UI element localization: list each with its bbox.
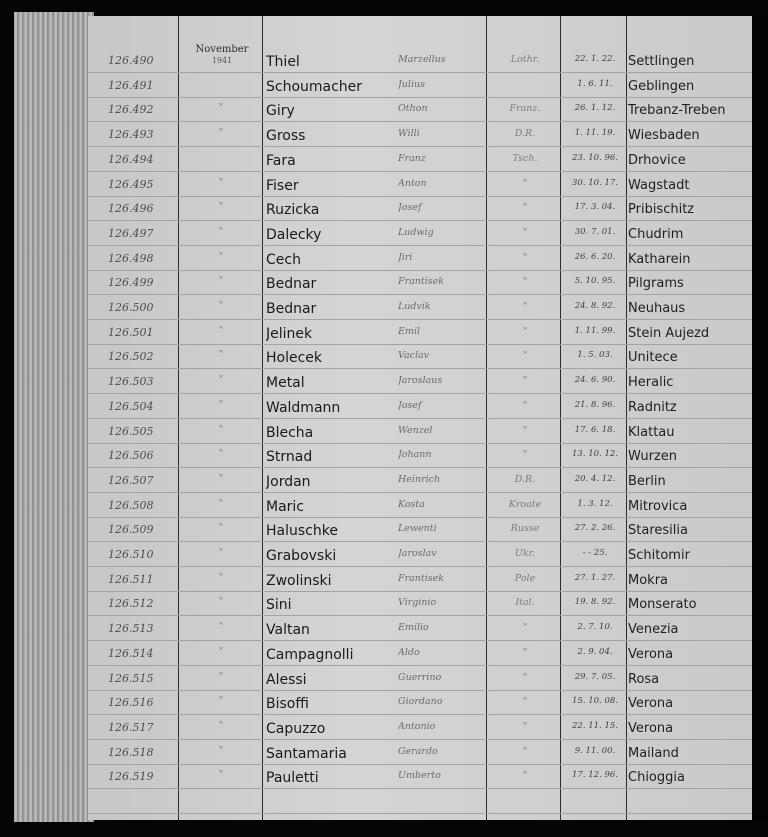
- ledger-row: [88, 766, 752, 791]
- birth-date: 30. 7. 01.: [574, 226, 616, 237]
- nationality: ": [522, 622, 528, 634]
- ledger-row: [88, 124, 752, 149]
- nationality: Ukr.: [514, 548, 536, 559]
- entry-date: ": [218, 572, 224, 583]
- given-name: Antonio: [398, 720, 436, 732]
- nationality: ": [522, 745, 528, 757]
- birth-place: Wagstadt: [628, 177, 690, 193]
- surname: Dalecky: [266, 226, 322, 243]
- entry-date: ": [218, 301, 224, 311]
- ledger-row: [88, 593, 752, 618]
- given-name: Aldo: [398, 646, 420, 658]
- entry-number: 126.511: [108, 572, 154, 586]
- ruled-line: [88, 566, 752, 567]
- ruled-line: [88, 591, 752, 592]
- entry-date: ": [218, 770, 224, 781]
- entry-number: 126.518: [108, 745, 154, 759]
- ledger-row: [88, 470, 752, 495]
- nationality: Kroate: [508, 498, 542, 510]
- birth-date: 29. 7. 05.: [574, 671, 616, 682]
- given-name: Kosta: [398, 498, 425, 510]
- birth-date: 21. 8. 96.: [574, 399, 616, 410]
- entry-number: 126.507: [108, 473, 154, 487]
- birth-date: 17. 3. 04.: [574, 202, 616, 213]
- nationality: ": [522, 301, 528, 312]
- entry-number: 126.491: [108, 78, 154, 92]
- ruled-line: [88, 467, 752, 468]
- nationality: ": [522, 424, 528, 436]
- surname: Blecha: [266, 424, 314, 441]
- entry-number: 126.495: [108, 177, 154, 191]
- surname: Gross: [266, 128, 306, 145]
- ruled-line: [88, 690, 752, 691]
- ruled-line: [88, 72, 752, 73]
- nationality: ": [522, 399, 528, 411]
- nationality: ": [522, 671, 528, 683]
- birth-date: - - 25.: [582, 548, 608, 558]
- nationality: ": [522, 449, 528, 461]
- ledger-row: [88, 421, 752, 446]
- entry-number: 126.515: [108, 671, 154, 685]
- given-name: Othon: [398, 103, 428, 115]
- surname: Giry: [266, 103, 295, 120]
- birth-place: Berlin: [628, 473, 666, 489]
- entry-number: 126.504: [108, 399, 154, 413]
- birth-date: 27. 1. 27.: [574, 572, 616, 583]
- nationality: Ital.: [515, 597, 535, 609]
- ledger-row: [88, 495, 752, 520]
- surname: Jordan: [266, 473, 311, 490]
- ruled-line: [88, 665, 752, 666]
- birth-date: 1. 6. 11.: [577, 78, 613, 89]
- birth-place: Wiesbaden: [628, 128, 700, 144]
- birth-place: Mitrovica: [628, 498, 688, 514]
- surname: Holecek: [266, 350, 323, 367]
- ruled-line: [88, 764, 752, 765]
- birth-place: Klattau: [628, 424, 675, 440]
- surname: Campagnolli: [266, 646, 354, 663]
- ledger-row: [88, 569, 752, 594]
- entry-number: 126.519: [108, 770, 154, 784]
- nationality: Tsch.: [512, 152, 538, 164]
- given-name: Virginio: [398, 597, 437, 609]
- ledger-row: [88, 519, 752, 544]
- birth-date: 22. 1. 22.: [574, 54, 616, 64]
- birth-place: Neuhaus: [628, 301, 686, 316]
- ledger-row: [88, 75, 752, 100]
- birth-place: Monserato: [628, 597, 697, 613]
- surname: Bednar: [266, 301, 317, 317]
- ruled-line: [88, 492, 752, 493]
- entry-date: ": [218, 399, 224, 410]
- surname: Ruzicka: [266, 202, 320, 219]
- given-name: Ludvik: [398, 301, 431, 312]
- birth-place: Unitece: [628, 350, 678, 366]
- entry-number: 126.493: [108, 128, 154, 142]
- entry-number: 126.510: [108, 548, 154, 561]
- ledger-row: [88, 346, 752, 371]
- birth-date: 19. 8. 92.: [574, 597, 616, 608]
- given-name: Anton: [398, 177, 427, 189]
- surname: Schoumacher: [266, 78, 363, 95]
- entry-date: ": [218, 325, 224, 336]
- entry-number: 126.503: [108, 375, 154, 389]
- birth-place: Drhovice: [628, 152, 686, 168]
- nationality: ": [522, 251, 528, 263]
- given-name: Franz: [398, 152, 426, 164]
- header-month: November: [195, 44, 249, 55]
- surname: Bisoffi: [266, 696, 309, 713]
- given-name: Josef: [398, 202, 422, 214]
- entry-number: 126.500: [108, 301, 154, 314]
- birth-date: 2. 7. 10.: [577, 622, 613, 633]
- nationality: ": [522, 696, 528, 708]
- entry-date: ": [218, 523, 224, 534]
- entry-number: 126.512: [108, 597, 154, 611]
- birth-date: 20. 4. 12.: [574, 473, 616, 484]
- ledger-row: [88, 396, 752, 421]
- nationality: ": [522, 325, 528, 337]
- entry-number: 126.506: [108, 449, 154, 463]
- ledger-row: [88, 717, 752, 742]
- entry-date: ": [218, 276, 224, 287]
- given-name: Wenzel: [398, 424, 433, 436]
- birth-place: Staresilia: [628, 523, 688, 539]
- surname: Strnad: [266, 449, 313, 466]
- entry-date: ": [218, 696, 224, 707]
- ruled-line: [88, 245, 752, 246]
- surname: Fiser: [266, 177, 299, 194]
- entry-date: ": [218, 473, 224, 484]
- entry-date: ": [218, 597, 224, 608]
- surname: Santamaria: [266, 745, 347, 762]
- entry-number: 126.499: [108, 276, 154, 290]
- given-name: Josef: [398, 399, 422, 411]
- ledger-row: [88, 445, 752, 470]
- birth-place: Rosa: [628, 671, 660, 687]
- birth-date: 13. 10. 12.: [572, 449, 618, 460]
- ruled-line: [88, 294, 752, 295]
- entry-date: ": [218, 202, 224, 213]
- birth-place: Heralic: [628, 375, 674, 391]
- birth-place: Katharein: [628, 251, 691, 267]
- ledger-row: [88, 297, 752, 322]
- birth-place: Verona: [628, 720, 674, 736]
- birth-date: 1. 11. 99.: [574, 325, 616, 336]
- birth-place: Chioggia: [628, 770, 685, 786]
- given-name: Emilio: [398, 622, 429, 634]
- ruled-line: [88, 418, 752, 419]
- entry-number: 126.513: [108, 622, 154, 636]
- ledger-row: [88, 99, 752, 124]
- birth-date: 1. 11. 19.: [574, 128, 616, 139]
- surname: Fara: [266, 152, 296, 169]
- birth-date: 2. 9. 04.: [577, 646, 613, 657]
- ruled-line: [88, 788, 752, 789]
- nationality: Russe: [510, 523, 540, 535]
- entry-number: 126.502: [108, 350, 154, 364]
- entry-date: ": [218, 251, 224, 262]
- ledger-row: [88, 692, 752, 717]
- entry-date: ": [218, 646, 224, 657]
- ledger-row: [88, 643, 752, 668]
- birth-date: 1. 5. 03.: [577, 350, 613, 361]
- ledger-row: [88, 272, 752, 297]
- surname: Cech: [266, 251, 301, 268]
- entry-date: ": [218, 350, 224, 361]
- ledger-row: [88, 50, 752, 75]
- entry-date: ": [218, 498, 224, 509]
- ledger-row: [88, 174, 752, 199]
- surname: Sini: [266, 597, 292, 614]
- nationality: ": [522, 276, 528, 288]
- page-shadow: [752, 16, 768, 820]
- birth-place: Settlingen: [628, 54, 695, 69]
- ruled-line: [88, 171, 752, 172]
- page-edges: [14, 12, 94, 822]
- surname: Waldmann: [266, 399, 341, 416]
- entry-number: 126.494: [108, 152, 154, 166]
- ruled-line: [88, 541, 752, 542]
- ruled-line: [88, 344, 752, 345]
- ruled-line: [88, 393, 752, 394]
- entry-number: 126.497: [108, 226, 154, 240]
- ruled-line: [88, 640, 752, 641]
- surname: Thiel: [266, 54, 300, 70]
- ledger-row: [88, 248, 752, 273]
- birth-date: 30. 10. 17.: [572, 177, 618, 188]
- surname: Grabovski: [266, 548, 337, 564]
- birth-place: Stein Aujezd: [628, 325, 710, 341]
- ledger-row: [88, 544, 752, 569]
- nationality: D.R.: [514, 128, 536, 140]
- entry-number: 126.517: [108, 720, 154, 734]
- entry-number: 126.505: [108, 424, 154, 438]
- nationality: ": [522, 202, 528, 214]
- entry-number: 126.516: [108, 696, 154, 710]
- birth-place: Geblingen: [628, 78, 695, 94]
- nationality: ": [522, 770, 528, 782]
- ledger-row: [88, 198, 752, 223]
- entry-date: ": [218, 177, 224, 188]
- surname: Zwolinski: [266, 572, 332, 589]
- nationality: ": [522, 646, 528, 658]
- nationality: ": [522, 350, 528, 362]
- surname: Bednar: [266, 276, 317, 293]
- entry-date: ": [218, 548, 224, 558]
- given-name: Ludwig: [398, 226, 434, 238]
- entry-number: 126.509: [108, 523, 154, 537]
- ruled-line: [88, 443, 752, 444]
- birth-place: Radnitz: [628, 399, 677, 415]
- ledger-row: [88, 322, 752, 347]
- entry-date: ": [218, 424, 224, 435]
- entry-number: 126.496: [108, 202, 154, 216]
- surname: Valtan: [266, 622, 310, 639]
- given-name: Jiri: [398, 251, 413, 263]
- entry-number: 126.492: [108, 103, 154, 117]
- birth-place: Verona: [628, 696, 674, 712]
- given-name: Guerrino: [398, 671, 442, 683]
- given-name: Jaroslaus: [398, 375, 443, 387]
- given-name: Frantisek: [398, 572, 445, 584]
- ledger-row: [88, 618, 752, 643]
- birth-date: 9. 11. 00.: [574, 745, 616, 756]
- surname: Haluschke: [266, 523, 338, 540]
- ledger-row: [88, 742, 752, 767]
- ruled-line: [88, 146, 752, 147]
- entry-date: ": [218, 103, 224, 114]
- ruled-line: [88, 368, 752, 369]
- birth-place: Venezia: [628, 622, 679, 638]
- nationality: ": [522, 177, 528, 189]
- ruled-line: [88, 615, 752, 616]
- birth-place: Chudrim: [628, 226, 684, 242]
- entry-date: ": [218, 671, 224, 682]
- given-name: Giordano: [398, 696, 443, 708]
- birth-date: 23. 10. 96.: [572, 152, 618, 163]
- entry-number: 126.498: [108, 251, 154, 265]
- birth-date: 26. 6. 20.: [574, 251, 616, 262]
- birth-date: 17. 6. 18.: [574, 424, 616, 435]
- ruled-line: [88, 517, 752, 518]
- given-name: Lewenti: [398, 523, 437, 535]
- ruled-line: [88, 270, 752, 271]
- given-name: Gerardo: [398, 745, 438, 757]
- given-name: Vaclav: [398, 350, 430, 362]
- given-name: Johann: [398, 449, 432, 461]
- birth-place: Mokra: [628, 572, 669, 588]
- birth-place: Wurzen: [628, 449, 678, 465]
- header-year: 1941: [211, 56, 233, 65]
- birth-place: Verona: [628, 646, 674, 662]
- birth-date: 27. 2. 26.: [574, 523, 616, 534]
- nationality: Pole: [514, 572, 536, 584]
- nationality: ": [522, 226, 528, 238]
- entry-date: ": [218, 720, 224, 731]
- ruled-line: [88, 121, 752, 122]
- surname: Maric: [266, 498, 305, 515]
- ruled-line: [88, 196, 752, 197]
- ruled-line: [88, 813, 752, 814]
- entry-number: 126.514: [108, 646, 154, 660]
- ruled-line: [88, 220, 752, 221]
- birth-date: 17. 12. 96.: [572, 770, 618, 781]
- ruled-line: [88, 714, 752, 715]
- entry-date: ": [218, 226, 224, 237]
- given-name: Frantisek: [398, 276, 445, 288]
- ledger-row: [88, 149, 752, 174]
- entry-date: ": [218, 622, 224, 633]
- entry-date: ": [218, 449, 224, 460]
- entry-number: 126.490: [108, 54, 154, 67]
- nationality: ": [522, 720, 528, 732]
- ledger-sheet: [88, 16, 752, 820]
- nationality: Lothr.: [510, 54, 540, 65]
- ruled-line: [88, 97, 752, 98]
- birth-date: 1. 3. 12.: [577, 498, 613, 509]
- birth-place: Pilgrams: [628, 276, 684, 292]
- given-name: Willi: [398, 128, 420, 140]
- given-name: Jaroslav: [398, 548, 437, 559]
- entry-number: 126.501: [108, 325, 154, 339]
- birth-date: 22. 11. 15.: [572, 720, 618, 731]
- nationality: Franz.: [509, 103, 541, 115]
- birth-date: 5. 10. 95.: [574, 276, 616, 287]
- ruled-line: [88, 739, 752, 740]
- birth-date: 26. 1. 12.: [574, 103, 616, 114]
- nationality: ": [522, 375, 528, 387]
- entry-number: 126.508: [108, 498, 154, 512]
- given-name: Emil: [398, 325, 421, 337]
- nationality: D.R.: [514, 473, 536, 485]
- birth-date: 15. 10. 08.: [572, 696, 618, 707]
- entry-date: ": [218, 375, 224, 386]
- birth-place: Pribischitz: [628, 202, 695, 218]
- birth-place: Mailand: [628, 745, 679, 761]
- ruled-line: [88, 319, 752, 320]
- birth-date: 24. 8. 92.: [574, 301, 616, 311]
- birth-date: 24. 6. 90.: [574, 375, 616, 386]
- surname: Alessi: [266, 671, 307, 688]
- surname: Pauletti: [266, 770, 319, 787]
- entry-date: ": [218, 128, 224, 139]
- surname: Jelinek: [266, 325, 313, 342]
- ledger-row: [88, 223, 752, 248]
- entry-date: ": [218, 745, 224, 756]
- given-name: Umberto: [398, 770, 441, 782]
- surname: Capuzzo: [266, 720, 326, 737]
- ledger-row: [88, 371, 752, 396]
- surname: Metal: [266, 375, 305, 392]
- birth-place: Schitomir: [628, 548, 690, 563]
- given-name: Julius: [398, 78, 425, 90]
- birth-place: Trebanz-Treben: [628, 103, 726, 119]
- given-name: Heinrich: [398, 473, 441, 485]
- given-name: Marzellus: [398, 54, 446, 65]
- ledger-row: [88, 668, 752, 693]
